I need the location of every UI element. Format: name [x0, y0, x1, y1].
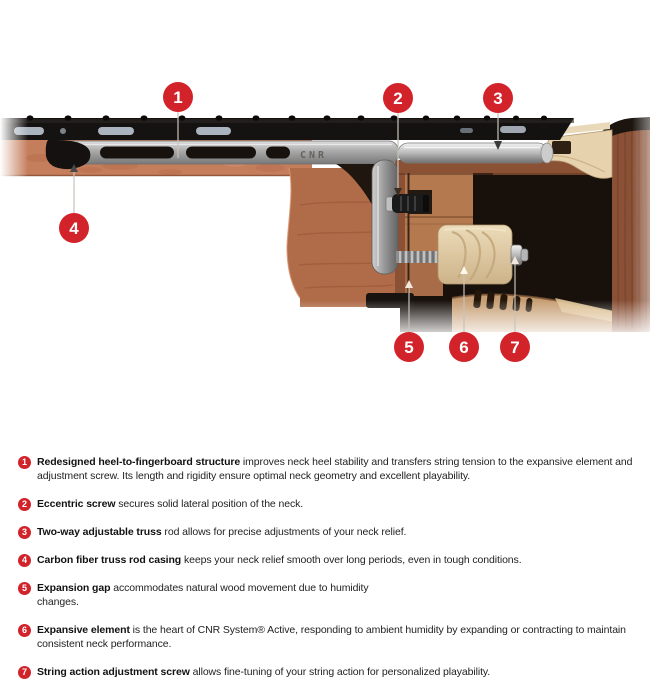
- legend-item-number-badge: 1: [18, 456, 31, 469]
- legend: [0, 455, 672, 693]
- legend-item-number-badge: 4: [18, 554, 31, 567]
- callout-3: [483, 83, 513, 113]
- callout-1: [163, 82, 193, 112]
- legend-item-text: [37, 525, 406, 539]
- legend-item: [18, 623, 660, 651]
- legend-item-text: [37, 665, 490, 679]
- truss-rod: [398, 143, 553, 163]
- legend-item-term: Two-way adjustable truss: [37, 526, 162, 538]
- callout-4-number: 4: [69, 219, 79, 238]
- bottom-fade: [0, 300, 672, 340]
- legend-item-description: allows fine-tuning of your string action for personalized playability.: [189, 666, 491, 678]
- legend-item: [18, 553, 660, 567]
- callout-7: [500, 332, 530, 362]
- guitar-body-section: [395, 117, 650, 332]
- legend-item-number-badge: 3: [18, 526, 31, 539]
- legend-item: [18, 525, 660, 539]
- callout-7-number: 7: [510, 338, 520, 357]
- legend-item-term: Redesigned heel-to-fingerboard structure: [37, 456, 241, 468]
- legend-item-term: Carbon fiber truss rod casing: [37, 554, 182, 566]
- legend-item-text: [37, 455, 660, 483]
- legend-item-number-badge: 6: [18, 624, 31, 637]
- legend-item-number-badge: 7: [18, 666, 31, 679]
- legend-item-text: [37, 497, 303, 511]
- callout-5-number: 5: [404, 338, 414, 357]
- legend-item-term: Eccentric screw: [37, 498, 116, 510]
- callout-1-number: 1: [173, 88, 183, 107]
- legend-item-number-badge: 5: [18, 582, 31, 595]
- truss-rod-casing: [50, 141, 398, 164]
- legend-item: [18, 581, 390, 609]
- callout-4: [59, 213, 89, 243]
- legend-item-description: secures solid lateral position of the neck.: [115, 498, 304, 510]
- casing-engraving: CNR: [300, 150, 328, 161]
- legend-item-description: rod allows for precise adjustments of your neck relief.: [161, 526, 407, 538]
- heel-metal-arm: [372, 160, 398, 274]
- legend-item-term: String action adjustment screw: [37, 666, 190, 678]
- legend-item-description: improves neck heel stability and transfers string tension to the expansive element and adjustment screw. Its length and rigidity ensure optimal neck geometry and excellent playability.: [37, 456, 633, 482]
- adjustment-rod: [396, 251, 442, 263]
- callout-3-number: 3: [493, 89, 503, 108]
- callout-6: [449, 332, 479, 362]
- legend-item-term: Expansion gap: [37, 582, 111, 594]
- eccentric-screw: [386, 194, 429, 213]
- legend-item-description: keeps your neck relief smooth over long periods, even in tough conditions.: [181, 554, 522, 566]
- legend-item-description: is the heart of CNR System® Active, responding to ambient humidity by expanding or contracting to maintain consistent neck performance.: [37, 624, 626, 650]
- legend-item-text: [37, 581, 390, 609]
- expansive-element: [438, 225, 512, 284]
- legend-item-text: [37, 623, 660, 651]
- legend-item: [18, 665, 660, 679]
- legend-item-description: accommodates natural wood movement due to humidity changes.: [37, 582, 369, 608]
- callout-6-number: 6: [459, 338, 469, 357]
- legend-item: [18, 455, 660, 483]
- callout-2-number: 2: [393, 89, 403, 108]
- legend-item-number-badge: 2: [18, 498, 31, 511]
- legend-item-text: [37, 553, 522, 567]
- callout-2: [383, 83, 413, 113]
- legend-item: [18, 497, 660, 511]
- legend-item-term: Expansive element: [37, 624, 130, 636]
- callout-5: [394, 332, 424, 362]
